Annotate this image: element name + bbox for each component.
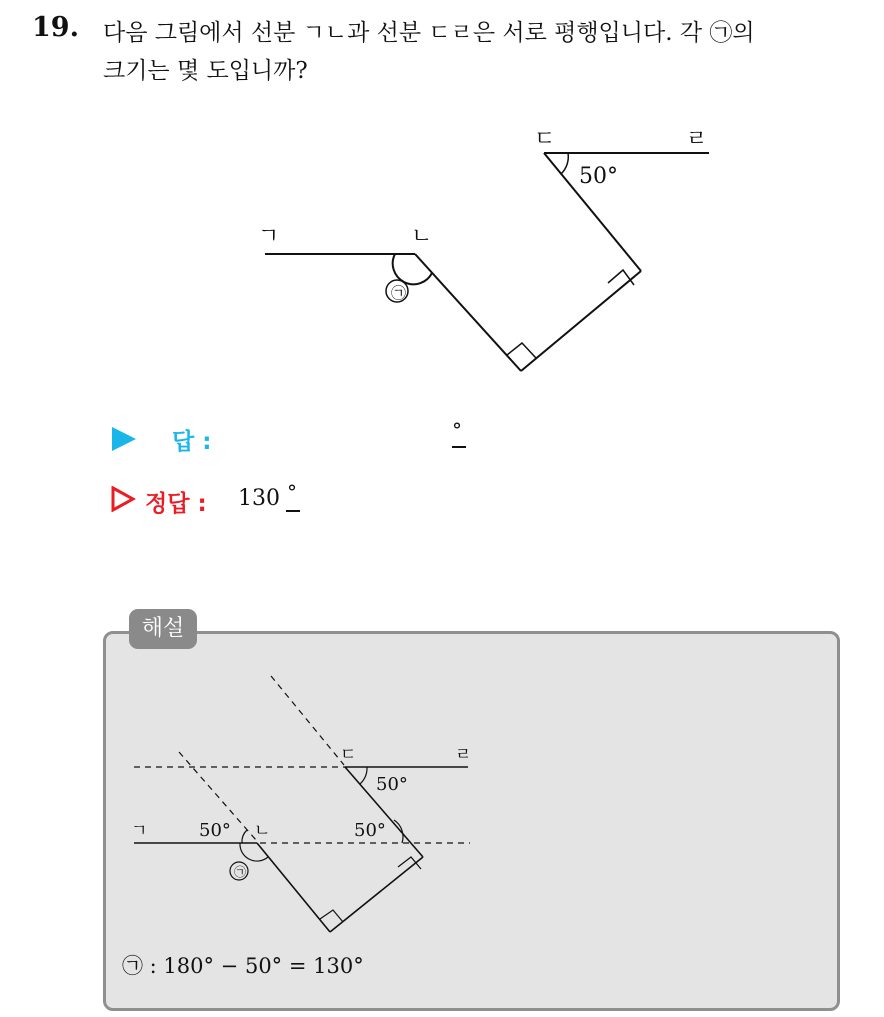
exp-segment-bottom-right bbox=[330, 857, 423, 932]
correct-answer-label: 정답 : bbox=[145, 491, 207, 517]
exp-label-point-c: ㄷ bbox=[340, 745, 357, 765]
exp-label-angle-mark: ㉠ bbox=[234, 865, 247, 879]
label-point-a: ㄱ bbox=[258, 224, 280, 249]
question-text-line-1: 다음 그림에서 선분 ㄱㄴ과 선분 ㄷㄹ은 서로 평행입니다. 각 ㉠의 bbox=[103, 20, 755, 46]
exp-label-angle-top: 50° bbox=[376, 774, 408, 795]
explanation-equation: ㉠ : 180° − 50° = 130° bbox=[122, 954, 364, 978]
dashed-extension-upper bbox=[271, 676, 344, 765]
question-text-line-2: 크기는 몇 도입니까? bbox=[103, 58, 308, 84]
correct-answer-unit: ° bbox=[287, 480, 297, 504]
question-number: 19. bbox=[32, 12, 79, 43]
explanation-tag: 해설 bbox=[129, 609, 197, 649]
exp-label-point-d: ㄹ bbox=[455, 745, 472, 765]
label-point-d: ㄹ bbox=[686, 127, 708, 152]
exp-segment-b-bottom bbox=[257, 843, 330, 932]
answer-unit: ° bbox=[452, 418, 462, 442]
exp-arc-top bbox=[360, 767, 367, 784]
exp-label-angle-mid-right: 50° bbox=[354, 820, 386, 841]
exp-label-point-b: ㄴ bbox=[254, 821, 271, 841]
label-given-angle: 50° bbox=[579, 164, 618, 189]
answer-label: 답 : bbox=[172, 429, 212, 455]
exp-arc-mid-left bbox=[242, 830, 247, 843]
label-point-b: ㄴ bbox=[411, 224, 433, 249]
exp-label-point-a: ㄱ bbox=[131, 821, 148, 841]
label-angle-mark: ㉠ bbox=[391, 284, 407, 302]
label-point-c: ㄷ bbox=[534, 127, 556, 152]
correct-answer-value: 130 bbox=[238, 486, 280, 511]
exp-label-angle-mid-left: 50° bbox=[199, 820, 231, 841]
exp-right-angle-bottom bbox=[320, 910, 343, 922]
